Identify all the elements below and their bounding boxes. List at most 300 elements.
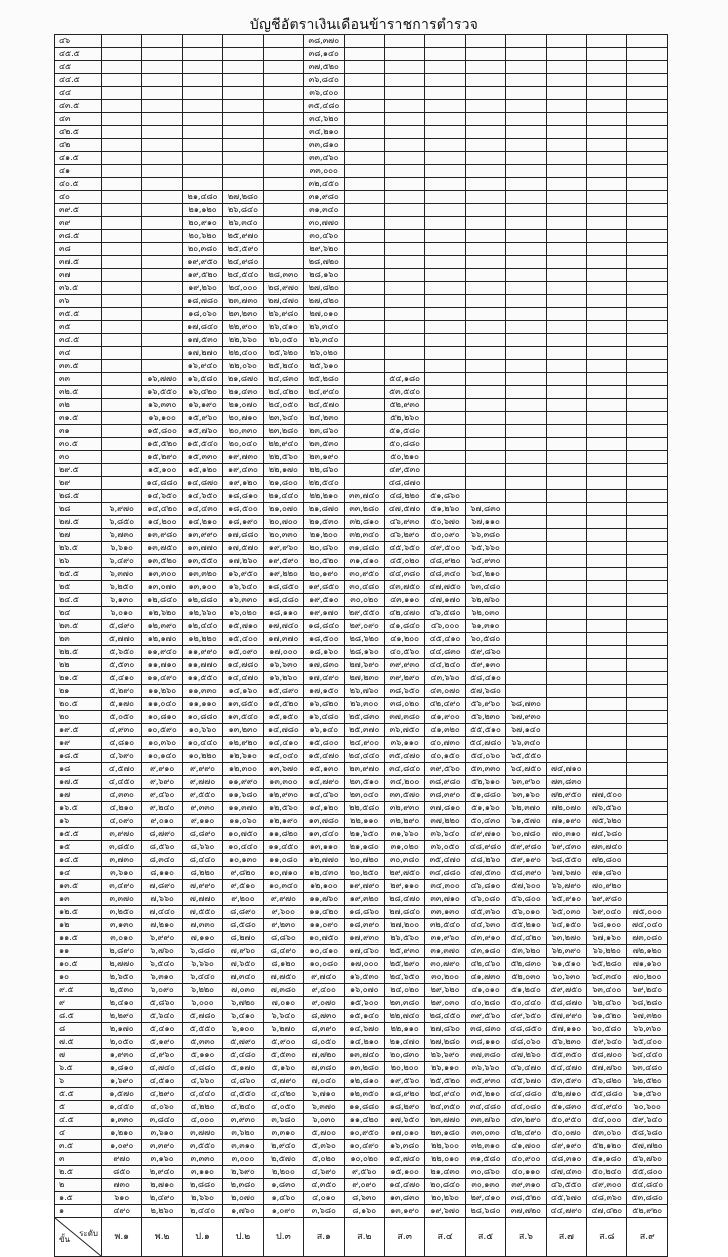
salary-cell: ๒,๕๗๐: [263, 1153, 303, 1166]
salary-cell: ๒,๗๑๐: [142, 1179, 182, 1192]
salary-cell: [425, 113, 465, 126]
salary-cell: [142, 48, 182, 61]
salary-cell: [102, 152, 142, 165]
salary-cell: [627, 334, 668, 347]
table-row: [55, 1114, 668, 1127]
salary-cell: [344, 451, 384, 464]
salary-cell: [344, 35, 384, 48]
table-row: [55, 178, 668, 191]
salary-cell: [506, 555, 546, 568]
salary-cell: ๖,๒๗๐: [263, 1023, 303, 1036]
salary-cell: [465, 139, 505, 152]
salary-cell: ๕,๑๑๐: [182, 1049, 222, 1062]
salary-cell: ๒๓,๗๓๐: [223, 295, 263, 308]
salary-cell: [587, 516, 627, 529]
table-row: [55, 1023, 668, 1036]
table-row: [55, 61, 668, 74]
salary-cell: [344, 152, 384, 165]
salary-cell: ๒๙,๕๕๐: [344, 607, 384, 620]
salary-cell: [102, 217, 142, 230]
salary-cell: ๑๓,๗๕๐: [142, 542, 182, 555]
salary-cell: [627, 698, 668, 711]
salary-cell: [223, 139, 263, 152]
salary-cell: ๑๕,๒๙๐: [142, 451, 182, 464]
salary-cell: ๒๒,๑๑๐: [344, 815, 384, 828]
salary-cell: ๒๓,๑๘๐: [425, 1127, 465, 1140]
salary-cell: ๑๕,๕๔๐: [182, 438, 222, 451]
salary-cell: ๕,๘๖๐: [142, 997, 182, 1010]
salary-cell: [465, 347, 505, 360]
salary-cell: ๓,๖๘๐: [263, 1114, 303, 1127]
step-cell: ๗.๕: [55, 1036, 102, 1049]
salary-cell: ๑๘,๘๖๐: [344, 906, 384, 919]
table-row: [55, 1101, 668, 1114]
salary-cell: [546, 737, 586, 750]
salary-cell: ๑๓,๗๔๐: [344, 1049, 384, 1062]
salary-cell: [587, 477, 627, 490]
salary-cell: ๔๙,๓๐๐: [587, 1179, 627, 1192]
salary-cell: ๕๒,๗๑๐: [546, 1088, 586, 1101]
salary-cell: [182, 35, 222, 48]
salary-cell: [587, 750, 627, 763]
salary-cell: [384, 191, 424, 204]
salary-cell: ๑๗,๐๐๐: [263, 646, 303, 659]
salary-cell: ๑๕,๘๐๐: [304, 737, 344, 750]
salary-cell: ๕๑,๕๘๐: [384, 425, 424, 438]
salary-cell: [425, 295, 465, 308]
salary-cell: ๒,๓๘๐: [223, 1179, 263, 1192]
step-cell: ๔๓: [55, 113, 102, 126]
salary-cell: [182, 48, 222, 61]
salary-cell: ๑๖,๖๔๐: [223, 581, 263, 594]
salary-cell: [506, 438, 546, 451]
salary-cell: ๖,๗๓๐: [102, 529, 142, 542]
salary-cell: ๓,๗๓๐: [102, 854, 142, 867]
salary-cell: ๔๗,๑๗๐: [425, 594, 465, 607]
table-row: [55, 984, 668, 997]
salary-cell: [587, 698, 627, 711]
salary-cell: [627, 763, 668, 776]
salary-cell: ๑๑,๙๙๐: [182, 646, 222, 659]
salary-cell: ๑๘,๒๙๐: [384, 1101, 424, 1114]
salary-cell: ๒,๒๙๐: [102, 1010, 142, 1023]
salary-cell: ๑๓,๙๘๐: [142, 529, 182, 542]
salary-cell: ๙,๙๗๐: [263, 893, 303, 906]
salary-cell: [142, 126, 182, 139]
salary-cell: ๒๖,๓๔๐: [304, 334, 344, 347]
salary-cell: [223, 48, 263, 61]
salary-cell: ๗๑,๘๖๐: [587, 867, 627, 880]
table-row: [55, 542, 668, 555]
salary-cell: ๓๑,๖๖๐: [384, 828, 424, 841]
salary-cell: [384, 217, 424, 230]
step-cell: ๔๕: [55, 61, 102, 74]
step-cell: ๑๘: [55, 763, 102, 776]
salary-cell: ๑,๐๙๐: [102, 1140, 142, 1153]
salary-cell: ๕๓,๕๔๐: [384, 386, 424, 399]
salary-cell: ๓๒,๙๓๐: [384, 802, 424, 815]
salary-cell: ๔๔,๒๔๐: [425, 659, 465, 672]
table-row: [55, 1140, 668, 1153]
salary-cell: [102, 347, 142, 360]
salary-cell: [587, 191, 627, 204]
salary-cell: ๔๔,๓๘๐: [384, 568, 424, 581]
table-row: [55, 568, 668, 581]
salary-cell: [587, 360, 627, 373]
salary-cell: ๙,๖๙๐: [142, 776, 182, 789]
salary-cell: [627, 126, 668, 139]
step-cell: ๔๐: [55, 191, 102, 204]
salary-cell: [587, 126, 627, 139]
salary-cell: [587, 724, 627, 737]
salary-cell: ๒๕,๖๒๐: [263, 347, 303, 360]
salary-cell: [627, 854, 668, 867]
salary-cell: ๓๐,๗๗๐: [304, 217, 344, 230]
salary-cell: ๔,๐๐๐: [182, 1114, 222, 1127]
salary-cell: [587, 438, 627, 451]
table-row: [55, 867, 668, 880]
salary-cell: [587, 152, 627, 165]
step-cell: ๘.๕: [55, 1010, 102, 1023]
salary-cell: ๑๗,๔๙๐: [304, 672, 344, 685]
table-row: [55, 672, 668, 685]
salary-cell: ๒๗,๘๒๐: [304, 282, 344, 295]
salary-cell: [506, 321, 546, 334]
salary-cell: ๔๔,๖๓๐: [465, 919, 505, 932]
salary-cell: [384, 243, 424, 256]
salary-cell: ๑,๖๙๐: [102, 1075, 142, 1088]
salary-cell: [506, 399, 546, 412]
salary-cell: [465, 386, 505, 399]
salary-cell: ๑๖,๙๕๐: [223, 568, 263, 581]
salary-cell: ๕,๑๖๐: [263, 1062, 303, 1075]
salary-cell: [506, 477, 546, 490]
salary-cell: ๑๒,๔๓๐: [304, 867, 344, 880]
salary-cell: ๑๓,๑๐๐: [182, 581, 222, 594]
salary-cell: ๖๓,๔๐๐: [587, 984, 627, 997]
corner-step-label: ขั้น: [59, 1235, 70, 1244]
salary-cell: ๙,๐๑๐: [142, 815, 182, 828]
salary-cell: ๕,๐๕๐: [102, 711, 142, 724]
salary-cell: [223, 113, 263, 126]
salary-cell: ๘,๗๙๐: [142, 828, 182, 841]
salary-cell: [627, 386, 668, 399]
salary-cell: [506, 451, 546, 464]
salary-cell: [506, 126, 546, 139]
salary-cell: ๒๕,๘๓๐: [344, 711, 384, 724]
salary-table-wrapper: [54, 34, 668, 1244]
salary-cell: [384, 256, 424, 269]
salary-cell: ๑๗,๒๖๐: [223, 555, 263, 568]
salary-cell: ๒๔,๙๔๐: [304, 386, 344, 399]
salary-cell: ๔๗,๗๕๐: [425, 581, 465, 594]
salary-cell: ๑๓,๓๐๐: [263, 776, 303, 789]
salary-cell: ๗๗,๕๐๐: [587, 789, 627, 802]
salary-cell: ๒๑,๘๗๐: [223, 373, 263, 386]
salary-cell: ๑๙,๔๓๐: [223, 464, 263, 477]
table-row: [55, 152, 668, 165]
salary-cell: ๑๒,๖๑๐: [223, 750, 263, 763]
salary-cell: [223, 165, 263, 178]
salary-cell: ๔๗,๔๓๐: [546, 1166, 586, 1179]
step-cell: ๑๔.๕: [55, 854, 102, 867]
salary-cell: [506, 178, 546, 191]
salary-cell: [546, 113, 586, 126]
salary-cell: [506, 35, 546, 48]
salary-cell: [344, 347, 384, 360]
salary-cell: ๒๒,๕๔๐: [304, 477, 344, 490]
salary-cell: ๒๓,๕๑๐: [344, 776, 384, 789]
salary-cell: ๖,๗๖๐: [142, 945, 182, 958]
salary-cell: [546, 139, 586, 152]
salary-cell: [506, 139, 546, 152]
salary-cell: [627, 477, 668, 490]
salary-cell: ๑,๘๑๐: [102, 1062, 142, 1075]
salary-cell: ๙,๔๐๐: [304, 984, 344, 997]
salary-cell: ๑๖,๑๙๐: [182, 399, 222, 412]
salary-cell: ๔๕,๓๖๐: [465, 906, 505, 919]
salary-cell: ๔๒,๔๖๐: [465, 958, 505, 971]
salary-cell: [263, 61, 303, 74]
salary-cell: [627, 867, 668, 880]
salary-cell: ๕,๐๒๐: [304, 1153, 344, 1166]
salary-cell: ๔๓,๑๘๐: [465, 945, 505, 958]
salary-cell: ๕๐,๙๕๐: [546, 1114, 586, 1127]
salary-cell: [102, 373, 142, 386]
salary-cell: ๑๘,๓๙๐: [344, 919, 384, 932]
salary-cell: ๕๗,๗๒๐: [627, 1140, 668, 1153]
step-cell: ๔๒.๕: [55, 126, 102, 139]
salary-cell: [627, 711, 668, 724]
salary-cell: ๑๔,๔๑๐: [263, 737, 303, 750]
salary-cell: ๔๑,๓๒๐: [425, 724, 465, 737]
table-row: [55, 1192, 668, 1205]
salary-cell: [546, 373, 586, 386]
salary-cell: ๖๔,๗๕๐: [506, 763, 546, 776]
salary-cell: [263, 165, 303, 178]
salary-cell: [384, 152, 424, 165]
salary-cell: ๓,๒๕๐: [102, 906, 142, 919]
salary-cell: ๕๐,๖๗๐: [425, 516, 465, 529]
salary-cell: ๕,๑๗๐: [102, 698, 142, 711]
salary-cell: ๑๐,๔๙๐: [344, 1140, 384, 1153]
salary-cell: [627, 802, 668, 815]
salary-cell: ๑๐,๙๕๐: [344, 1127, 384, 1140]
salary-cell: ๒๕,๓๗๐: [344, 724, 384, 737]
salary-cell: [142, 74, 182, 87]
salary-cell: ๑๔,๒๑๐: [344, 1036, 384, 1049]
salary-cell: ๑๙,๖๗๐: [425, 1205, 465, 1218]
salary-cell: [546, 165, 586, 178]
salary-cell: ๒๑,๑๒๐: [182, 204, 222, 217]
salary-cell: [587, 594, 627, 607]
salary-cell: [587, 555, 627, 568]
salary-cell: [587, 230, 627, 243]
salary-cell: [263, 100, 303, 113]
step-cell: ๓๑.๕: [55, 412, 102, 425]
salary-cell: ๖,๘๕๐: [102, 516, 142, 529]
salary-cell: [344, 139, 384, 152]
salary-cell: [627, 269, 668, 282]
salary-cell: [425, 191, 465, 204]
salary-cell: [344, 178, 384, 191]
salary-cell: [627, 815, 668, 828]
salary-cell: ๖๑,๕๖๐: [627, 1088, 668, 1101]
salary-cell: ๗,๘๙๐: [142, 880, 182, 893]
salary-cell: [465, 373, 505, 386]
salary-cell: ๔๘,๘๕๐: [506, 1023, 546, 1036]
step-cell: ๓๘: [55, 243, 102, 256]
salary-cell: ๑๐,๔๔๐: [223, 841, 263, 854]
salary-cell: ๒๐,๒๐๐: [384, 1062, 424, 1075]
salary-cell: ๕,๘๙๐: [102, 620, 142, 633]
salary-cell: ๖๙,๐๔๐: [587, 906, 627, 919]
salary-cell: ๑๓,๑๙๐: [384, 1205, 424, 1218]
step-cell: ๒.๕: [55, 1166, 102, 1179]
salary-cell: ๑๙,๕๒๐: [182, 269, 222, 282]
salary-cell: ๔๙,๖๕๐: [506, 1010, 546, 1023]
salary-cell: [102, 308, 142, 321]
salary-cell: ๔๓,๑๑๐: [384, 594, 424, 607]
salary-cell: ๔,๘๑๐: [102, 737, 142, 750]
salary-cell: ๙,๐๙๐: [344, 1179, 384, 1192]
salary-cell: ๓,๑๓๐: [102, 919, 142, 932]
salary-cell: ๔,๓๓๐: [102, 789, 142, 802]
salary-cell: ๔๔,๗๙๐: [546, 1205, 586, 1218]
salary-cell: ๑๗,๓๗๐: [263, 633, 303, 646]
salary-cell: ๑๑,๘๒๐: [263, 828, 303, 841]
salary-cell: ๕,๔๘๐: [223, 1049, 263, 1062]
salary-cell: ๑๔,๑๒๐: [304, 802, 344, 815]
table-row: [55, 945, 668, 958]
salary-cell: ๓๓,๔๖๐: [304, 152, 344, 165]
salary-cell: ๕๙,๙๘๐: [506, 841, 546, 854]
salary-cell: ๑๑,๔๙๐: [142, 672, 182, 685]
salary-cell: ๖,๔๑๐: [223, 1010, 263, 1023]
salary-cell: [425, 412, 465, 425]
salary-cell: ๑๓,๔๔๐: [304, 828, 344, 841]
salary-cell: ๑๘,๕๐๐: [223, 503, 263, 516]
salary-cell: [425, 87, 465, 100]
salary-cell: ๓๗,๒๒๐: [425, 815, 465, 828]
salary-cell: ๓๘,๖๕๐: [384, 685, 424, 698]
salary-cell: ๕,๗๘๐: [182, 1010, 222, 1023]
salary-cell: ๑๙,๘๕๐: [304, 581, 344, 594]
salary-cell: ๙,๒๐๐: [223, 893, 263, 906]
salary-cell: ๒๕,๕๙๐: [223, 243, 263, 256]
salary-cell: [506, 360, 546, 373]
salary-cell: [425, 399, 465, 412]
table-row: [55, 1036, 668, 1049]
salary-cell: [344, 204, 384, 217]
salary-cell: [627, 503, 668, 516]
salary-cell: ๑๒,๑๐๐: [304, 880, 344, 893]
table-row: [55, 399, 668, 412]
salary-cell: [627, 828, 668, 841]
salary-cell: [587, 61, 627, 74]
salary-cell: [587, 711, 627, 724]
salary-cell: [102, 256, 142, 269]
salary-cell: [546, 282, 586, 295]
table-row: [55, 386, 668, 399]
salary-cell: ๓๙,๕๖๐: [425, 763, 465, 776]
salary-cell: ๑๔,๔๓๐: [182, 503, 222, 516]
salary-cell: [344, 360, 384, 373]
salary-cell: [627, 178, 668, 191]
salary-cell: [425, 321, 465, 334]
salary-cell: ๖๗,๑๖๐: [587, 932, 627, 945]
salary-cell: [627, 893, 668, 906]
salary-cell: ๖๗,๓๒๐: [627, 1010, 668, 1023]
salary-cell: ๗,๑๑๐: [182, 932, 222, 945]
salary-cell: [627, 646, 668, 659]
salary-cell: [344, 308, 384, 321]
salary-cell: ๔,๓๕๐: [304, 1179, 344, 1192]
salary-cell: [344, 386, 384, 399]
salary-cell: ๖๓,๑๖๐: [506, 789, 546, 802]
salary-cell: ๑๑,๑๑๐: [182, 698, 222, 711]
salary-cell: [465, 256, 505, 269]
salary-cell: ๔,๔๔๐: [182, 1088, 222, 1101]
salary-cell: [263, 230, 303, 243]
salary-cell: [425, 152, 465, 165]
salary-cell: ๓๓,๐๐๐: [304, 165, 344, 178]
salary-cell: ๔๙,๕๐๐: [425, 542, 465, 555]
salary-cell: ๒๒,๔๐๐: [223, 347, 263, 360]
salary-cell: ๓๐,๐๒๐: [344, 594, 384, 607]
salary-cell: ๒๑,๘๐๐: [263, 477, 303, 490]
salary-cell: [627, 230, 668, 243]
salary-cell: ๖๓,๙๖๐: [506, 776, 546, 789]
table-row: [55, 74, 668, 87]
salary-cell: ๑๙,๑๗๐: [304, 607, 344, 620]
salary-cell: ๒๗,๔๒๐: [304, 295, 344, 308]
salary-cell: [465, 230, 505, 243]
salary-cell: ๓๗,๗๒๐: [506, 1205, 546, 1218]
step-cell: ๑.๕: [55, 1192, 102, 1205]
salary-cell: ๑๖,๗๗๐: [142, 373, 182, 386]
salary-cell: [627, 373, 668, 386]
salary-cell: [142, 256, 182, 269]
salary-cell: [263, 217, 303, 230]
salary-cell: ๑๒,๔๔๐: [182, 620, 222, 633]
salary-cell: ๒๔,๘๓๐: [263, 373, 303, 386]
salary-cell: [506, 529, 546, 542]
salary-cell: ๒,๖๖๐: [182, 1192, 222, 1205]
salary-cell: ๓๐,๘๖๐: [465, 1166, 505, 1179]
salary-cell: [587, 217, 627, 230]
salary-cell: [546, 594, 586, 607]
salary-cell: [546, 178, 586, 191]
salary-cell: ๑๗,๔๖๐: [344, 945, 384, 958]
salary-cell: [627, 100, 668, 113]
step-cell: ๓๒: [55, 399, 102, 412]
salary-cell: [384, 204, 424, 217]
step-cell: ๒๕.๕: [55, 568, 102, 581]
salary-cell: ๑,๙๓๐: [102, 1049, 142, 1062]
salary-cell: ๖๗,๙๓๐: [506, 711, 546, 724]
salary-cell: [627, 191, 668, 204]
step-cell: ๒๓: [55, 633, 102, 646]
salary-cell: ๒๐,๖๒๐: [182, 230, 222, 243]
salary-cell: ๓๘,๘๓๐: [465, 1023, 505, 1036]
table-row: [55, 685, 668, 698]
salary-cell: ๖,๖๔๐: [263, 1010, 303, 1023]
salary-cell: [587, 633, 627, 646]
salary-cell: [142, 35, 182, 48]
salary-cell: ๑๗,๕๗๐: [223, 542, 263, 555]
salary-cell: [627, 425, 668, 438]
